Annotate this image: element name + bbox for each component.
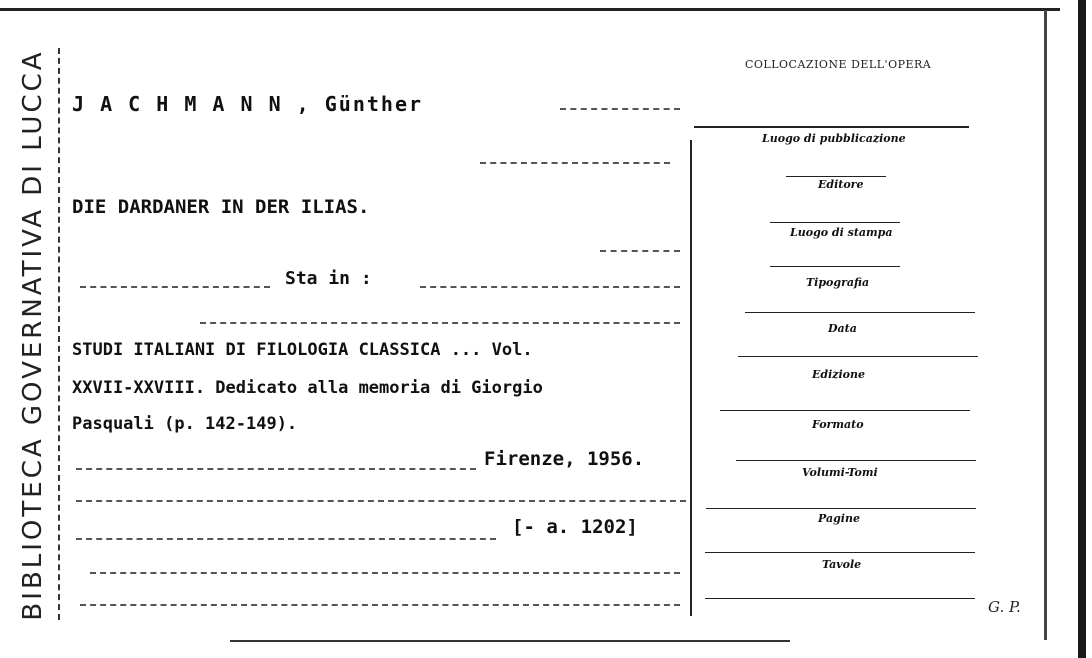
card-right-edge xyxy=(1078,0,1086,658)
form-rule xyxy=(770,222,900,223)
card-bottom-edge xyxy=(230,640,790,642)
ruled-line xyxy=(420,286,680,288)
source-line-1: STUDI ITALIANI DI FILOLOGIA CLASSICA ... Vol. xyxy=(72,340,533,360)
form-rule xyxy=(720,410,970,411)
card-right-rule xyxy=(1044,10,1047,640)
form-header: COLLOCAZIONE DELL'OPERA xyxy=(745,58,932,71)
library-name: BIBLIOTECA GOVERNATIVA DI LUCCA xyxy=(18,49,48,621)
field-label-formato: Formato xyxy=(812,418,864,431)
ruled-line xyxy=(600,250,680,252)
library-name-strip xyxy=(10,40,56,630)
place-year: Firenze, 1956. xyxy=(484,448,645,470)
form-rule xyxy=(786,176,886,177)
field-label-tavole: Tavole xyxy=(822,558,862,571)
form-rule xyxy=(745,312,975,313)
form-rule xyxy=(706,508,976,509)
field-label-editore: Editore xyxy=(818,178,864,191)
field-label-edizione: Edizione xyxy=(812,368,866,381)
form-rule xyxy=(705,552,975,553)
form-rule xyxy=(705,598,975,599)
form-rule xyxy=(736,460,976,461)
author: J A C H M A N N , Günther xyxy=(72,92,424,116)
ruled-line xyxy=(560,108,680,110)
field-label-volumi-tomi: Volumi-Tomi xyxy=(802,466,878,479)
ruled-line xyxy=(76,500,686,502)
form-rule xyxy=(738,356,978,357)
ruled-line xyxy=(200,322,680,324)
card-top-edge xyxy=(0,8,1060,11)
field-label-tipografia: Tipografia xyxy=(806,276,870,289)
shelfmark: [- a. 1202] xyxy=(512,516,638,538)
form-divider xyxy=(690,140,692,616)
field-label-pagine: Pagine xyxy=(818,512,860,525)
source-line-2: XXVII-XXVIII. Dedicato alla memoria di Giorgio xyxy=(72,378,543,398)
ruled-line xyxy=(80,286,270,288)
sta-in-label: Sta in : xyxy=(285,268,372,289)
ruled-line xyxy=(480,162,670,164)
ruled-line xyxy=(76,538,496,540)
margin-rule xyxy=(58,48,62,620)
field-label-luogo-pubblicazione: Luogo di pubblicazione xyxy=(762,132,906,145)
ruled-line xyxy=(90,572,680,574)
field-label-luogo-stampa: Luogo di stampa xyxy=(790,226,893,239)
ruled-line xyxy=(80,604,680,606)
cataloguer-initials: G. P. xyxy=(988,598,1021,616)
source-line-3: Pasquali (p. 142-149). xyxy=(72,414,298,434)
work-title: DIE DARDANER IN DER ILIAS. xyxy=(72,196,370,218)
ruled-line xyxy=(76,468,476,470)
form-rule xyxy=(770,266,900,267)
field-label-data: Data xyxy=(828,322,857,335)
form-rule xyxy=(694,126,969,128)
